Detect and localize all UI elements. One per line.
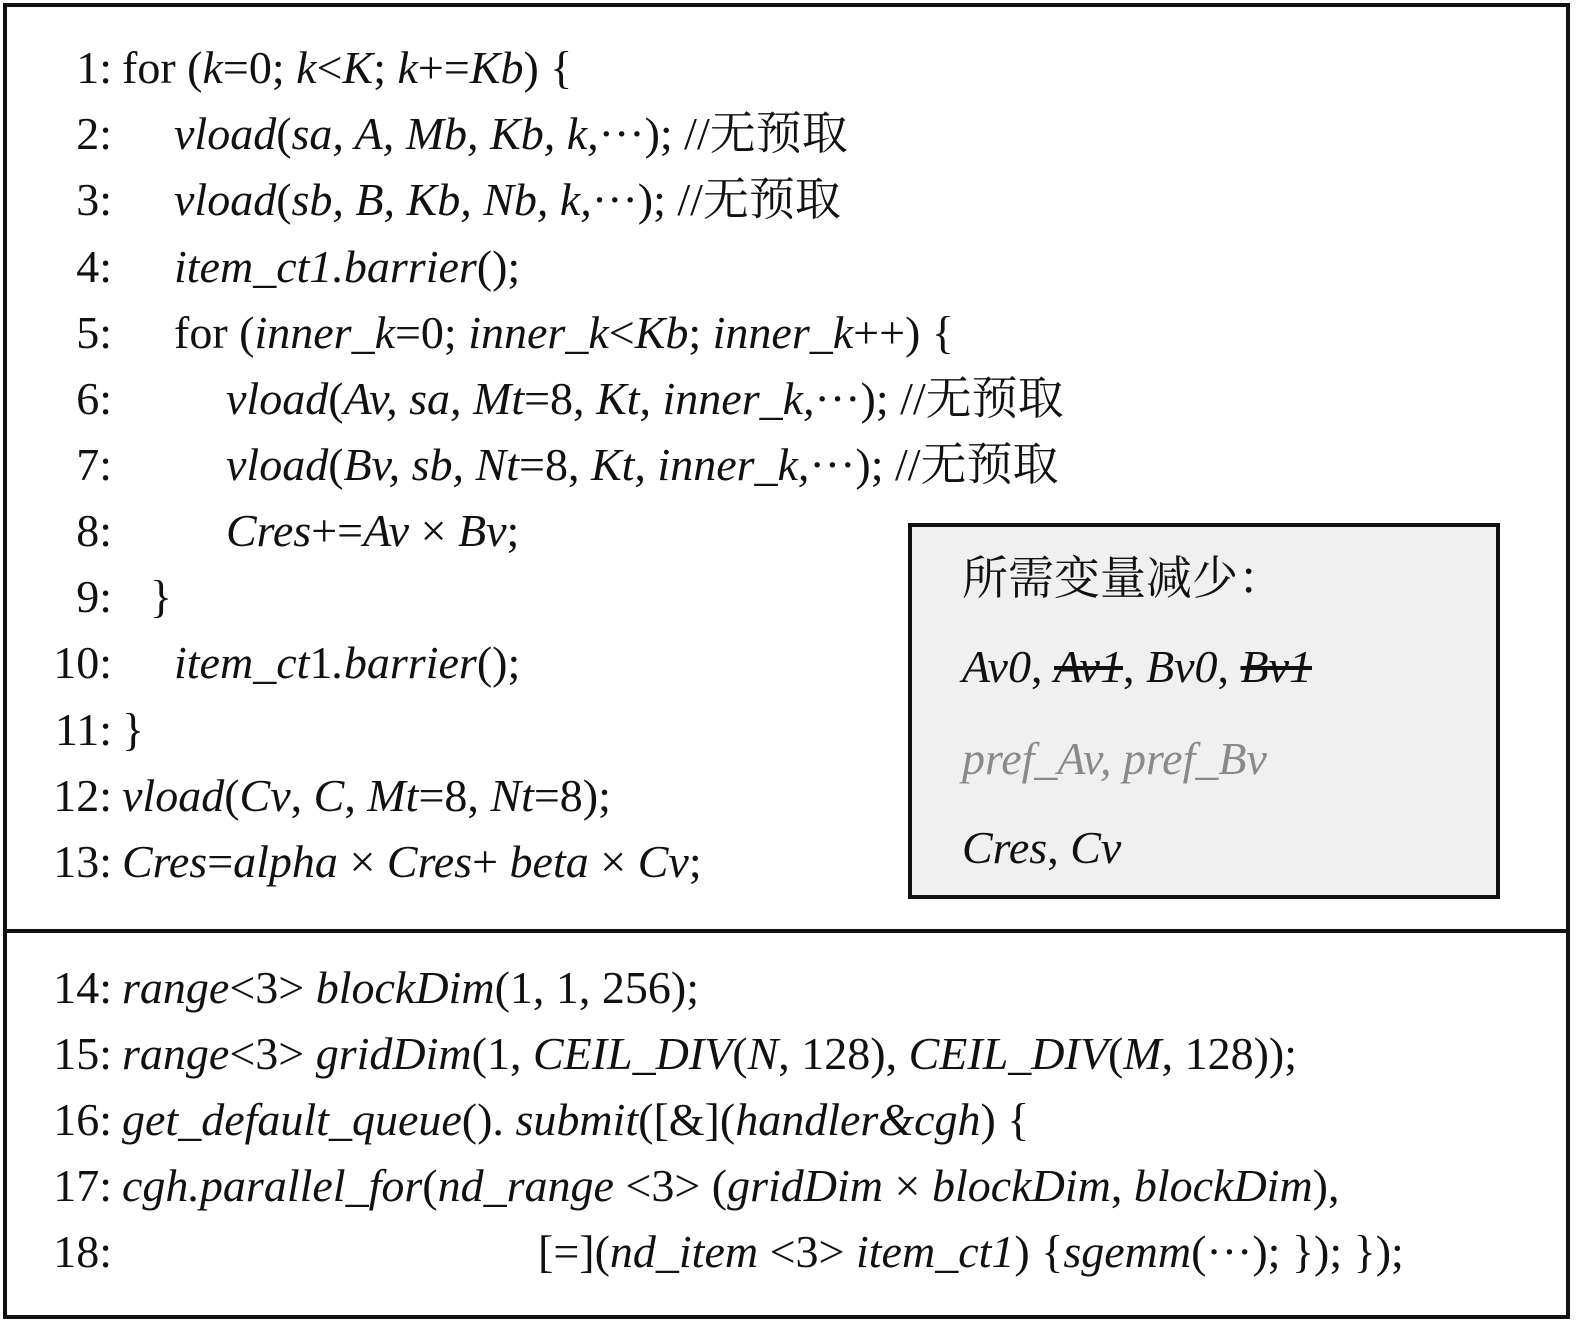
line-number: 7: (76, 439, 112, 490)
box-title: 所需变量减少： (962, 553, 1284, 604)
code-text: vload(sb, B, Kb, Nb, k,···); //无预取 (174, 174, 841, 225)
code-text: vload(Av, sa, Mt=8, Kt, inner_k,···); //无预取 (226, 373, 1064, 424)
struck-var: Av1 (1053, 641, 1123, 692)
line-number: 16: (53, 1094, 112, 1145)
line-number: 6: (76, 373, 112, 424)
line-number: 13: (53, 836, 112, 887)
code-text: vload(Bv, sb, Nt=8, Kt, inner_k,···); //无预取 (226, 439, 1059, 490)
line-number: 5: (76, 307, 112, 358)
code-text: for (k=0; k<K; k+=Kb) { (122, 42, 573, 93)
line-number: 11: (54, 704, 112, 755)
box-vector-vars: Av0, Av1, Bv0, Bv1 (962, 641, 1312, 692)
line-number: 3: (76, 174, 112, 225)
code-text: range<3> blockDim(1, 1, 256); (122, 962, 699, 1013)
code-text: } (122, 704, 145, 755)
line-number: 8: (76, 505, 112, 556)
code-text: } (150, 571, 173, 622)
line-number: 17: (53, 1160, 112, 1211)
line-number: 15: (53, 1028, 112, 1079)
code-text: [=](nd_item <3> item_ct1) {sgemm(···); }); }); (538, 1226, 1404, 1277)
code-text: cgh.parallel_for(nd_range <3> (gridDim × blockDim, blockDim), (122, 1160, 1340, 1211)
code-text: vload(sa, A, Mb, Kb, k,···); //无预取 (174, 108, 848, 159)
code-text: for (inner_k=0; inner_k<Kb; inner_k++) { (174, 307, 954, 358)
variables-reduced-box (908, 523, 1500, 899)
line-number: 4: (76, 241, 112, 292)
code-text: Cres+=Av × Bv; (226, 505, 520, 556)
section-divider (3, 929, 1570, 933)
line-number: 2: (76, 108, 112, 159)
line-number: 18: (53, 1226, 112, 1277)
line-number: 12: (53, 770, 112, 821)
box-result-vars: Cres, Cv (962, 822, 1122, 873)
code-text: item_ct1.barrier(); (174, 637, 521, 688)
code-text: get_default_queue(). submit([&](handler&cgh) { (122, 1094, 1030, 1145)
line-number: 9: (76, 571, 112, 622)
box-pref-vars: pref_Av, pref_Bv (962, 733, 1267, 784)
line-number: 1: (76, 42, 112, 93)
code-text: Cres=alpha × Cres+ beta × Cv; (122, 836, 702, 887)
line-number: 14: (53, 962, 112, 1013)
struck-var: Bv1 (1240, 641, 1312, 692)
code-text: range<3> gridDim(1, CEIL_DIV(N, 128), CEIL_DIV(M, 128)); (122, 1028, 1298, 1079)
code-text: vload(Cv, C, Mt=8, Nt=8); (122, 770, 611, 821)
code-text: item_ct1.barrier(); (174, 241, 521, 292)
line-number: 10: (53, 637, 112, 688)
